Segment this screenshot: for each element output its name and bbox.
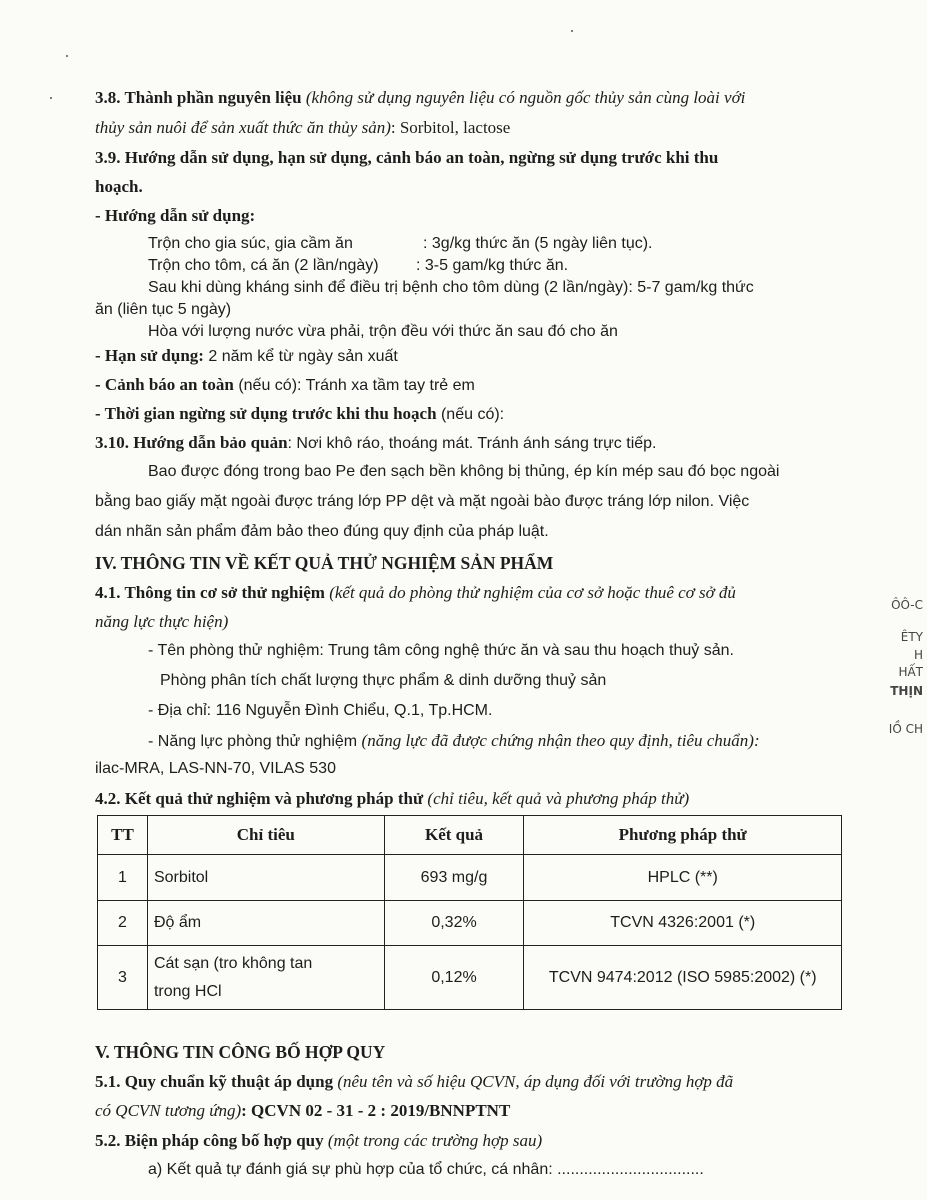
section-3-8-note: (không sử dụng nguyên liệu có nguồn gốc thủy sản cùng loài với bbox=[305, 88, 746, 107]
section-5-2-heading: 5.2. Biện pháp công bố hợp quy bbox=[95, 1131, 324, 1150]
stamp-fragment: H bbox=[913, 648, 923, 662]
table-cell-tt: 3 bbox=[98, 946, 148, 1010]
stamp-fragment: ÊTY bbox=[900, 630, 923, 644]
test-results-table bbox=[97, 815, 842, 1010]
stamp-fragment: THỊN bbox=[890, 684, 923, 698]
table-cell-criteria: Sorbitol bbox=[147, 855, 384, 901]
usage-mixing-line: Hòa với lượng nước vừa phải, trộn đều với thức ăn sau đó cho ăn bbox=[148, 323, 618, 340]
packaging-para-1: Bao được đóng trong bao Pe đen sạch bền không bị thủng, ép kín mép sau đó bọc ngoài bbox=[148, 463, 780, 480]
section-3-8-heading: 3.8. Thành phần nguyên liệu bbox=[95, 88, 302, 107]
usage-antibiotic-line: Sau khi dùng kháng sinh để điều trị bệnh cho tôm dùng (2 lần/ngày): 5-7 gam/kg thức bbox=[148, 279, 754, 296]
section-4-2-line bbox=[95, 789, 689, 809]
section-5-2-line bbox=[95, 1131, 542, 1151]
section-4-1-note: (kết quả do phòng thử nghiệm của cơ sở hoặc thuê cơ sở đủ bbox=[324, 583, 736, 602]
section-5-title: V. THÔNG TIN CÔNG BỐ HỢP QUY bbox=[95, 1042, 386, 1062]
table-row bbox=[98, 901, 842, 946]
table-cell-result: 693 mg/g bbox=[384, 855, 524, 901]
table-cell-tt: 1 bbox=[98, 855, 148, 901]
section-3-8-value: : Sorbitol, lactose bbox=[390, 118, 511, 137]
stamp-fragment: ÔÔ-C bbox=[891, 598, 923, 612]
lab-capability-note: (năng lực đã được chứng nhận theo quy định, tiêu chuẩn): bbox=[361, 731, 760, 750]
lab-capability-label: - Năng lực phòng thử nghiệm bbox=[148, 733, 362, 750]
stamp-fragment: IỒ CH bbox=[888, 722, 923, 736]
table-cell-result: 0,12% bbox=[384, 946, 524, 1010]
section-3-10-value: : Nơi khô ráo, thoáng mát. Tránh ánh sáng trực tiếp. bbox=[287, 435, 657, 452]
usage-livestock-dose: : 3g/kg thức ăn (5 ngày liên tục). bbox=[423, 235, 653, 252]
table-cell-criteria-line-1: Cát sạn (tro không tan bbox=[153, 954, 313, 972]
table-header-row bbox=[98, 816, 842, 855]
section-3-9-heading: 3.9. Hướng dẫn sử dụng, hạn sử dụng, cảnh báo an toàn, ngừng sử dụng trước khi thu bbox=[95, 148, 719, 167]
packaging-para-3: dán nhãn sản phẩm đảm bảo theo đúng quy định của pháp luật. bbox=[95, 523, 549, 540]
section-5-1-note-cont: có QCVN tương ứng) bbox=[95, 1101, 242, 1120]
scan-speck bbox=[66, 55, 68, 57]
table-row bbox=[98, 946, 842, 1010]
table-cell-criteria: Độ ẩm bbox=[147, 901, 384, 946]
usage-antibiotic-cont: ăn (liên tục 5 ngày) bbox=[95, 301, 232, 318]
stamp-fragment: HẤT bbox=[898, 665, 923, 679]
table-header-method: Phương pháp thử bbox=[524, 816, 842, 855]
section-4-2-note: (chỉ tiêu, kết quả và phương pháp thử) bbox=[423, 789, 690, 808]
lab-address: - Địa chỉ: 116 Nguyễn Đình Chiểu, Q.1, Tp.HCM. bbox=[148, 702, 493, 719]
section-4-1-note-cont: năng lực thực hiện) bbox=[95, 612, 229, 631]
section-3-10-heading: 3.10. Hướng dẫn bảo quản bbox=[95, 433, 288, 452]
lab-capability-value: ilac-MRA, LAS-NN-70, VILAS 530 bbox=[95, 760, 336, 777]
table-cell-method: TCVN 9474:2012 (ISO 5985:2002) (*) bbox=[524, 946, 842, 1010]
usage-shrimp-dose: : 3-5 gam/kg thức ăn. bbox=[416, 257, 569, 274]
section-4-1-line-1 bbox=[95, 583, 736, 603]
section-5-1-heading: 5.1. Quy chuẩn kỹ thuật áp dụng bbox=[95, 1072, 334, 1091]
lab-name: - Tên phòng thử nghiệm: Trung tâm công nghệ thức ăn và sau thu hoạch thuỷ sản. bbox=[148, 642, 734, 659]
section-3-9-heading-cont: hoạch. bbox=[95, 177, 143, 196]
table-header-tt: TT bbox=[98, 816, 148, 855]
section-3-8-line-2 bbox=[95, 118, 510, 138]
section-3-8-line-1 bbox=[95, 88, 745, 108]
section-5-1-note: (nêu tên và số hiệu QCVN, áp dụng đối với trường hợp đã bbox=[333, 1072, 734, 1091]
withdrawal-value: (nếu có): bbox=[436, 406, 505, 423]
section-5-1-line-2 bbox=[95, 1101, 510, 1121]
withdrawal-line bbox=[95, 404, 504, 424]
usage-livestock-label: Trộn cho gia súc, gia cầm ăn bbox=[148, 235, 353, 252]
table-cell-method: HPLC (**) bbox=[524, 855, 842, 901]
table-row bbox=[98, 855, 842, 901]
lab-department: Phòng phân tích chất lượng thực phẩm & dinh dưỡng thuỷ sản bbox=[160, 672, 607, 689]
table-cell-criteria bbox=[147, 946, 384, 1010]
usage-shrimp-label: Trộn cho tôm, cá ăn (2 lần/ngày) bbox=[148, 257, 379, 274]
expiry-line bbox=[95, 346, 398, 366]
expiry-label: - Hạn sử dụng: bbox=[95, 346, 204, 365]
section-5-1-standard: : QCVN 02 - 31 - 2 : 2019/BNNPTNT bbox=[241, 1101, 511, 1120]
section-5-2-note: (một trong các trường hợp sau) bbox=[323, 1131, 543, 1150]
scan-speck bbox=[571, 30, 573, 32]
table-cell-method: TCVN 4326:2001 (*) bbox=[524, 901, 842, 946]
section-5-1-line-1 bbox=[95, 1072, 733, 1092]
scan-speck bbox=[50, 97, 52, 99]
table-header-result: Kết quả bbox=[384, 816, 524, 855]
expiry-value: 2 năm kể từ ngày sản xuất bbox=[203, 348, 398, 365]
warning-value: (nếu có): Tránh xa tầm tay trẻ em bbox=[233, 377, 475, 394]
table-cell-criteria-line-2: trong HCl bbox=[153, 982, 222, 1000]
section-3-10-line bbox=[95, 433, 656, 453]
table-cell-tt: 2 bbox=[98, 901, 148, 946]
warning-line bbox=[95, 375, 475, 395]
table-cell-result: 0,32% bbox=[384, 901, 524, 946]
withdrawal-label: - Thời gian ngừng sử dụng trước khi thu hoạch bbox=[95, 404, 437, 423]
section-5-2-option-a: a) Kết quả tự đánh giá sự phù hợp của tổ chức, cá nhân: ................................. bbox=[148, 1161, 704, 1178]
usage-heading: - Hướng dẫn sử dụng: bbox=[95, 206, 256, 225]
section-3-8-note-cont: thủy sản nuôi để sản xuất thức ăn thủy sản) bbox=[95, 118, 391, 137]
warning-label: - Cảnh báo an toàn bbox=[95, 375, 234, 394]
packaging-para-2: bằng bao giấy mặt ngoài được tráng lớp PP dệt và mặt ngoài bào được tráng lớp nilon. Việc bbox=[95, 493, 750, 510]
section-4-2-heading: 4.2. Kết quả thử nghiệm và phương pháp thử bbox=[95, 789, 424, 808]
section-4-1-heading: 4.1. Thông tin cơ sở thử nghiệm bbox=[95, 583, 325, 602]
section-4-title: IV. THÔNG TIN VỀ KẾT QUẢ THỬ NGHIỆM SẢN PHẨM bbox=[95, 553, 554, 573]
table-header-criteria: Chỉ tiêu bbox=[147, 816, 384, 855]
lab-capability-line bbox=[148, 731, 760, 751]
